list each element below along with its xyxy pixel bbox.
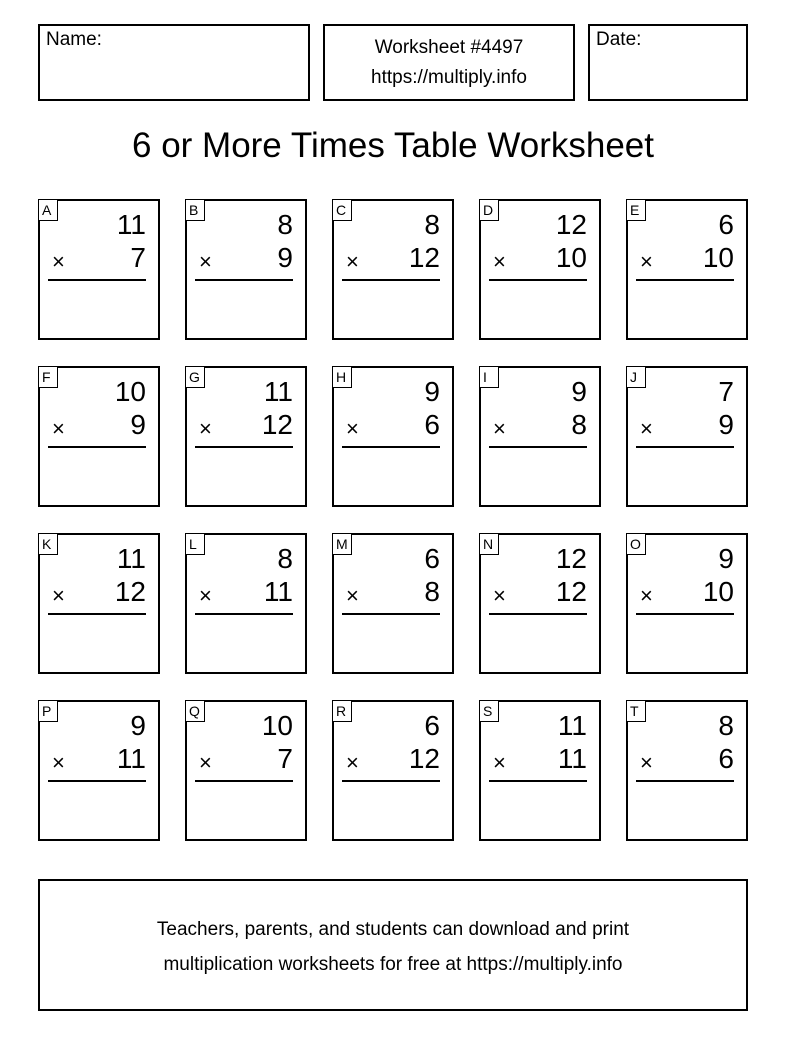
multiply-sign: ×: [640, 583, 653, 608]
multiplicand: 12: [555, 543, 587, 574]
footer-line-2: multiplication worksheets for free at https://multiply.info: [163, 954, 623, 975]
problem-letter: O: [626, 533, 646, 555]
problem-letter: D: [479, 199, 499, 221]
multiplier: 12: [408, 743, 440, 774]
multiplier: 10: [702, 242, 734, 273]
problem-box: [479, 366, 601, 507]
multiply-sign: ×: [52, 750, 65, 775]
multiplicand: 11: [263, 376, 293, 407]
date-field-box: [588, 24, 748, 101]
multiplicand: 8: [424, 209, 440, 240]
answer-line: [636, 446, 734, 448]
multiplier: 12: [555, 576, 587, 607]
problem-box: [332, 533, 454, 674]
multiply-sign: ×: [346, 583, 359, 608]
multiplicand: 6: [424, 710, 440, 741]
multiplicand: 6: [424, 543, 440, 574]
multiply-sign: ×: [346, 416, 359, 441]
multiply-sign: ×: [199, 416, 212, 441]
answer-line: [489, 279, 587, 281]
answer-line: [636, 613, 734, 615]
problem-letter: B: [185, 199, 205, 221]
multiplicand: 11: [557, 710, 587, 741]
name-label: Name:: [46, 29, 102, 50]
multiplier: 6: [424, 409, 440, 440]
problem-box: [185, 700, 307, 841]
multiplier: 11: [557, 743, 587, 774]
problem-box: [479, 199, 601, 340]
problem-box: [626, 199, 748, 340]
answer-line: [636, 279, 734, 281]
problem-box: [38, 366, 160, 507]
problem-letter: S: [479, 700, 499, 722]
multiply-sign: ×: [199, 249, 212, 274]
problem-box: [38, 700, 160, 841]
problem-box: [626, 533, 748, 674]
multiply-sign: ×: [640, 416, 653, 441]
problem-box: [332, 199, 454, 340]
multiply-sign: ×: [346, 249, 359, 274]
footer-line-1: Teachers, parents, and students can download and print: [156, 919, 630, 940]
multiplicand: 8: [277, 543, 293, 574]
multiplicand: 8: [277, 209, 293, 240]
multiplier: 11: [116, 743, 146, 774]
multiply-sign: ×: [52, 416, 65, 441]
multiplier: 7: [277, 743, 293, 774]
worksheet-url: https://multiply.info: [371, 67, 527, 88]
problem-box: [479, 700, 601, 841]
problem-letter: G: [185, 366, 205, 388]
multiply-sign: ×: [493, 750, 506, 775]
multiplier: 11: [263, 576, 293, 607]
multiplicand: 11: [116, 543, 146, 574]
multiplier: 6: [718, 743, 734, 774]
date-label: Date:: [596, 29, 642, 50]
problem-letter: T: [626, 700, 646, 722]
problem-letter: I: [479, 366, 499, 388]
problem-box: [38, 199, 160, 340]
multiply-sign: ×: [199, 750, 212, 775]
multiplicand: 9: [571, 376, 587, 407]
multiplicand: 9: [424, 376, 440, 407]
problem-letter: R: [332, 700, 352, 722]
multiply-sign: ×: [52, 249, 65, 274]
problem-letter: A: [38, 199, 58, 221]
multiplicand: 9: [718, 543, 734, 574]
answer-line: [489, 613, 587, 615]
multiply-sign: ×: [199, 583, 212, 608]
multiplier: 10: [702, 576, 734, 607]
problem-letter: K: [38, 533, 58, 555]
answer-line: [195, 446, 293, 448]
problem-box: [185, 366, 307, 507]
multiplier: 9: [718, 409, 734, 440]
answer-line: [48, 446, 146, 448]
answer-line: [48, 613, 146, 615]
name-field-box: [38, 24, 310, 101]
multiply-sign: ×: [493, 249, 506, 274]
footer-text: [40, 912, 746, 982]
multiplicand: 11: [116, 209, 146, 240]
multiplier: 12: [114, 576, 146, 607]
answer-line: [342, 279, 440, 281]
multiplier: 9: [277, 242, 293, 273]
problem-box: [185, 533, 307, 674]
answer-line: [48, 780, 146, 782]
problem-box: [38, 533, 160, 674]
multiplicand: 6: [718, 209, 734, 240]
problem-letter: E: [626, 199, 646, 221]
problem-letter: F: [38, 366, 58, 388]
answer-line: [636, 780, 734, 782]
answer-line: [342, 780, 440, 782]
problem-box: [332, 366, 454, 507]
problem-letter: P: [38, 700, 58, 722]
answer-line: [195, 780, 293, 782]
answer-line: [342, 446, 440, 448]
multiply-sign: ×: [640, 249, 653, 274]
multiply-sign: ×: [346, 750, 359, 775]
problem-letter: J: [626, 366, 646, 388]
problem-box: [626, 366, 748, 507]
multiplicand: 9: [130, 710, 146, 741]
problem-letter: C: [332, 199, 352, 221]
multiplicand: 10: [114, 376, 146, 407]
problem-box: [332, 700, 454, 841]
problem-letter: H: [332, 366, 352, 388]
answer-line: [489, 780, 587, 782]
multiply-sign: ×: [493, 583, 506, 608]
problem-letter: M: [332, 533, 352, 555]
multiplier: 8: [424, 576, 440, 607]
answer-line: [48, 279, 146, 281]
worksheet-title: 6 or More Times Table Worksheet: [132, 126, 654, 165]
answer-line: [195, 613, 293, 615]
answer-line: [489, 446, 587, 448]
multiplier: 12: [408, 242, 440, 273]
worksheet-info-box: [323, 24, 575, 101]
answer-line: [195, 279, 293, 281]
multiply-sign: ×: [640, 750, 653, 775]
problem-letter: L: [185, 533, 205, 555]
footer-box: [38, 879, 748, 1011]
problem-box: [479, 533, 601, 674]
problem-box: [185, 199, 307, 340]
multiplier: 12: [261, 409, 293, 440]
multiply-sign: ×: [493, 416, 506, 441]
multiplicand: 10: [261, 710, 293, 741]
multiplicand: 7: [718, 376, 734, 407]
multiplicand: 8: [718, 710, 734, 741]
worksheet-number: Worksheet #4497: [374, 37, 524, 58]
multiply-sign: ×: [52, 583, 65, 608]
problem-letter: Q: [185, 700, 205, 722]
problem-letter: N: [479, 533, 499, 555]
multiplier: 8: [571, 409, 587, 440]
multiplier: 7: [130, 242, 146, 273]
multiplier: 9: [130, 409, 146, 440]
answer-line: [342, 613, 440, 615]
problem-box: [626, 700, 748, 841]
multiplicand: 12: [555, 209, 587, 240]
multiplier: 10: [555, 242, 587, 273]
